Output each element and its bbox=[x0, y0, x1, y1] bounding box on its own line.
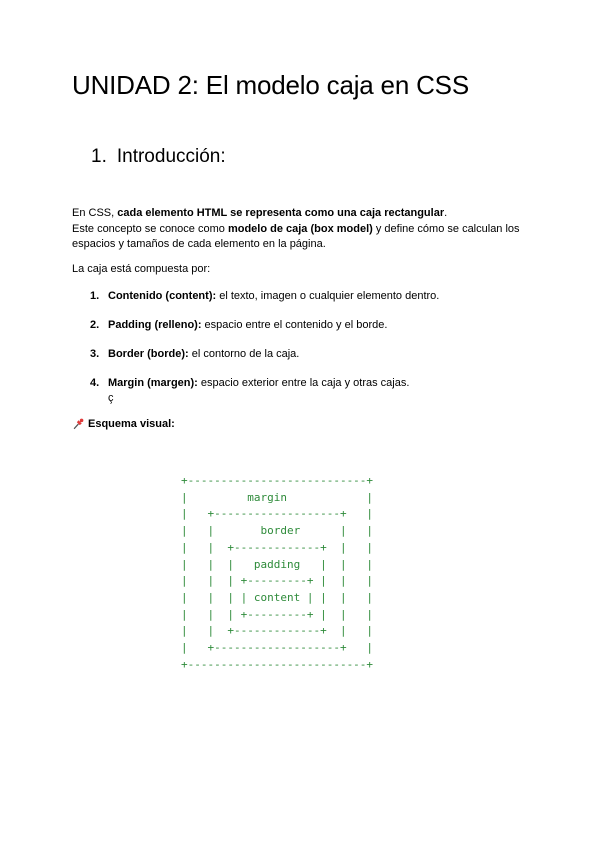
list-item-term: Border (borde): bbox=[108, 348, 189, 360]
intro-bold-2: modelo de caja (box model) bbox=[227, 222, 373, 235]
page-title: UNIDAD 2: El modelo caja en CSS bbox=[72, 70, 469, 100]
pushpin-icon bbox=[72, 417, 85, 430]
list-item-desc: espacio entre el contenido y el borde. bbox=[201, 319, 388, 331]
section-number: 1. bbox=[91, 146, 107, 167]
list-item bbox=[72, 318, 542, 333]
section-title: Introducción: bbox=[116, 146, 226, 167]
list-intro: La caja está compuesta por: bbox=[72, 263, 211, 275]
box-model-diagram: +---------------------------+ | margin | | +-------------------+ | | | border | | | | +-------------+ | | | | | padding | | | | | | +---------+ | | | | | | | content | | | | | | | +---------+ | | | | | +-------------+ | | | +-------------------+ | +---------------------------+ bbox=[181, 474, 374, 671]
box-parts-list bbox=[72, 289, 542, 420]
list-item-number: 1. bbox=[90, 290, 100, 302]
intro-paragraph bbox=[72, 206, 542, 253]
intro-text-4: y define cómo se calculan los espacios y tamaños de cada elemento en la página. bbox=[72, 222, 520, 250]
list-item-term: Contenido (content): bbox=[108, 290, 217, 302]
intro-text-3: Este concepto se conoce como bbox=[72, 222, 228, 235]
list-item-term: Margin (margen): bbox=[108, 377, 198, 389]
list-item bbox=[72, 347, 542, 362]
list-item-extra: ç bbox=[108, 392, 114, 404]
list-item-desc: el contorno de la caja. bbox=[188, 348, 300, 360]
list-item-desc: espacio exterior entre la caja y otras cajas. bbox=[197, 377, 410, 389]
schema-title: Esquema visual: bbox=[88, 417, 175, 430]
section-heading bbox=[91, 146, 226, 168]
intro-text-2: . bbox=[444, 207, 448, 219]
intro-bold-1: cada elemento HTML se representa como una caja rectangular bbox=[117, 207, 445, 219]
list-item bbox=[72, 376, 542, 406]
list-item-number: 4. bbox=[90, 377, 100, 389]
list-item-term: Padding (relleno): bbox=[108, 319, 202, 331]
list-item-number: 2. bbox=[90, 319, 100, 331]
list-item bbox=[72, 289, 542, 304]
schema-heading bbox=[72, 417, 175, 430]
list-item-number: 3. bbox=[90, 348, 100, 360]
list-item-desc: el texto, imagen o cualquier elemento dentro. bbox=[216, 290, 440, 302]
intro-text-1: En CSS, bbox=[72, 207, 118, 219]
